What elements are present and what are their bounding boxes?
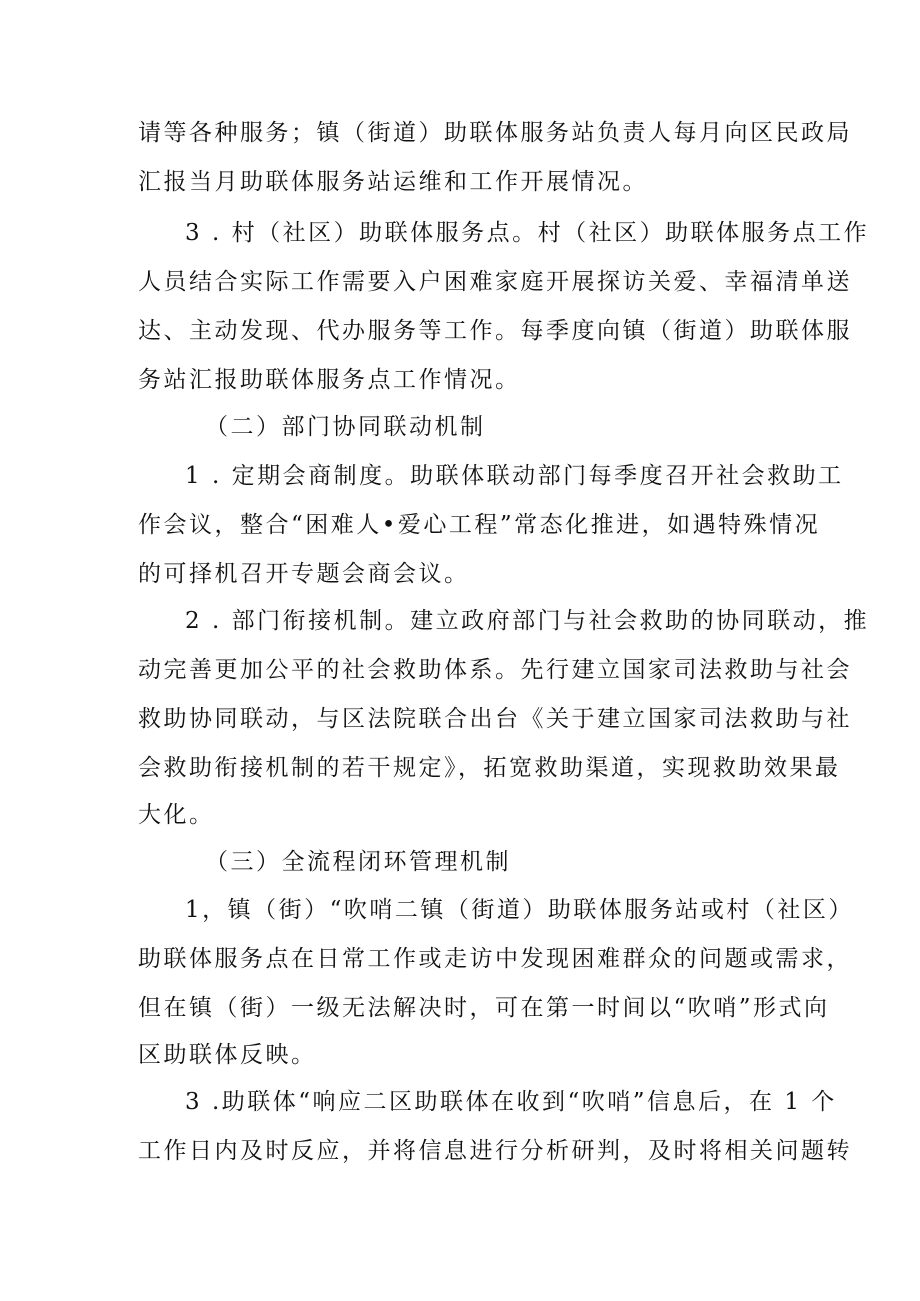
body-text-line: 3 . 村（社区）助联体服务点。村（社区）助联体服务点工作 [185, 220, 870, 246]
body-text-line: 助联体服务点在日常工作或走访中发现困难群众的问题或需求， [138, 946, 852, 972]
body-text-line: 务站汇报助联体服务点工作情况。 [138, 367, 521, 393]
body-text-line: 达、主动发现、代办服务等工作。每季度向镇（街道）助联体服 [138, 318, 852, 344]
body-text-line: 1 . 定期会商制度。助联体联动部门每季度召开社会救助工 [185, 463, 844, 489]
body-text-line: 1，镇（街）“吹哨二镇（街道）助联体服务站或村（社区） [185, 897, 854, 923]
body-text-line: 作会议，整合“困难人•爱心工程”常态化推进，如遇特殊情况 [138, 512, 821, 538]
body-text-line: 3 .助联体“响应二区助联体在收到“吹哨”信息后，在 1 个 [185, 1089, 837, 1115]
body-text-line: 动完善更加公平的社会救助体系。先行建立国家司法救助与社会 [138, 657, 852, 683]
body-text-line: 会救助衔接机制的若干规定》，拓宽救助渠道，实现救助效果最 [138, 755, 841, 781]
body-text-line: 但在镇（街）一级无法解决时，可在第一时间以“吹哨”形式向 [138, 995, 830, 1021]
section-heading: （二）部门协同联动机制 [205, 414, 486, 440]
body-text-line: 救助协同联动，与区法院联合出台《关于建立国家司法救助与社 [138, 706, 852, 732]
body-text-line: 区助联体反映。 [138, 1042, 317, 1068]
body-text-line: 大化。 [138, 802, 215, 828]
body-text-line: 的可择机召开专题会商会议。 [138, 561, 470, 587]
section-heading: （三）全流程闭环管理机制 [205, 849, 511, 875]
body-text-line: 2 . 部门衔接机制。建立政府部门与社会救助的协同联动，推 [185, 608, 870, 634]
body-text-line: 工作日内及时反应，并将信息进行分析研判，及时将相关问题转 [138, 1138, 852, 1164]
body-text-line: 人员结合实际工作需要入户困难家庭开展探访关爱、幸福清单送 [138, 269, 852, 295]
body-text-line: 请等各种服务；镇（街道）助联体服务站负责人每月向区民政局 [138, 120, 852, 146]
body-text-line: 汇报当月助联体服务站运维和工作开展情况。 [138, 169, 648, 195]
